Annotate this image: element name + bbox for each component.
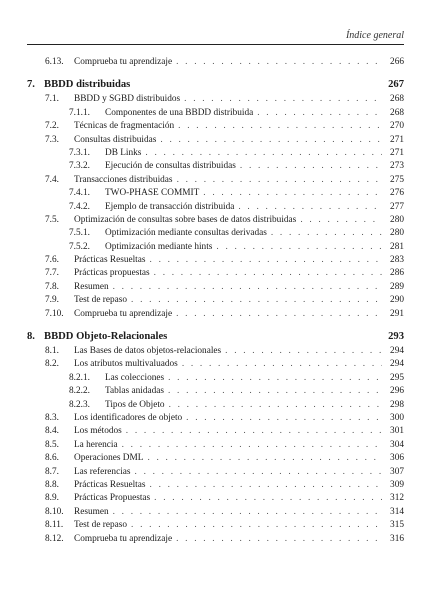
dot-leader — [131, 294, 382, 307]
dot-leader — [300, 214, 382, 227]
entry-page: 294 — [390, 359, 404, 370]
entry-title: Test de repaso — [74, 520, 128, 531]
dot-leader — [145, 147, 382, 160]
entry-number: 8.6. — [45, 453, 59, 464]
entry-title: Consultas distribuidas — [74, 134, 157, 145]
entry-number: 7.4.1. — [69, 188, 90, 199]
toc-subsection-entry[interactable] — [27, 399, 404, 412]
toc-section-entry[interactable] — [27, 294, 404, 307]
toc-section-entry[interactable] — [27, 492, 404, 505]
entry-title: Operaciones DML — [74, 453, 144, 464]
entry-page: 266 — [390, 57, 404, 67]
entry-title: Optimización de consultas sobre bases de datos distribuidas — [74, 214, 297, 225]
entry-title: Prácticas Resueltas — [74, 255, 146, 266]
entry-page: 309 — [390, 479, 404, 490]
toc-section-entry[interactable] — [27, 425, 404, 438]
entry-title: La herencia — [74, 439, 118, 450]
entry-number: 7.1. — [45, 94, 59, 105]
entry-number: 7.3.2. — [69, 161, 90, 172]
entry-page: 298 — [390, 399, 404, 410]
entry-page: 296 — [390, 386, 404, 397]
toc-section-entry[interactable] — [27, 358, 404, 371]
dot-leader — [122, 439, 382, 452]
toc-section-entry[interactable] — [27, 56, 404, 69]
entry-title: Componentes de una BBDD distribuida — [105, 107, 254, 118]
entry-number: 8.11. — [45, 520, 64, 531]
dot-leader — [113, 281, 382, 294]
chapter-title: BBDD Objeto-Relacionales — [44, 331, 168, 343]
entry-number: 8.9. — [45, 493, 59, 504]
dot-leader — [240, 160, 382, 173]
dot-leader — [169, 399, 382, 412]
entry-page: 271 — [390, 134, 404, 145]
dot-leader — [126, 425, 382, 438]
entry-title: BBDD y SGBD distribuidos — [74, 94, 181, 105]
entry-page: 315 — [390, 520, 404, 531]
dot-leader — [271, 227, 382, 240]
dot-leader — [186, 412, 382, 425]
toc-section-entry[interactable] — [27, 93, 404, 106]
entry-page: 312 — [390, 493, 404, 504]
entry-page: 306 — [390, 453, 404, 464]
entry-number: 7.7. — [45, 268, 59, 279]
entry-page: 290 — [390, 295, 404, 306]
entry-title: Los identificadores de objeto — [74, 412, 183, 423]
entry-page: 300 — [390, 412, 404, 423]
toc-section-entry[interactable] — [27, 281, 404, 294]
entry-title: Optimización mediante consultas derivadas — [105, 228, 267, 239]
entry-number: 8.12. — [45, 533, 64, 544]
dot-leader — [131, 519, 382, 532]
dot-leader — [178, 120, 382, 133]
entry-page: 289 — [390, 281, 404, 292]
entry-number: 8.2.1. — [69, 372, 90, 383]
entry-title: Los métodos — [74, 426, 122, 437]
entry-number: 7.2. — [45, 121, 59, 132]
entry-page: 307 — [390, 466, 404, 477]
entry-title: Prácticas Propuestas — [74, 493, 151, 504]
entry-page: 286 — [390, 268, 404, 279]
entry-number: 8.1. — [45, 346, 59, 357]
entry-number: 6.13. — [45, 57, 64, 67]
entry-number: 7.9. — [45, 295, 59, 306]
toc-section-entry[interactable] — [27, 214, 404, 227]
entry-number: 7.3.1. — [69, 147, 90, 158]
header-rule — [27, 44, 404, 45]
dot-leader — [160, 134, 382, 147]
dot-leader — [168, 385, 382, 398]
entry-page: 316 — [390, 533, 404, 544]
dot-leader — [177, 174, 382, 187]
toc-section-entry[interactable] — [27, 412, 404, 425]
toc-section-entry[interactable] — [27, 345, 404, 358]
entry-title: DB Links — [105, 147, 142, 158]
entry-title: Resumen — [74, 281, 109, 292]
entry-title: Las colecciones — [105, 372, 165, 383]
entry-number: 7.1.1. — [69, 107, 90, 118]
table-of-contents — [27, 56, 404, 546]
dot-leader — [216, 241, 382, 254]
toc-section-entry[interactable] — [27, 120, 404, 133]
entry-title: Ejemplo de transacción distribuida — [105, 201, 235, 212]
entry-number: 7.10. — [45, 308, 64, 319]
entry-title: TWO-PHASE COMMIT — [105, 188, 200, 199]
entry-page: 271 — [390, 147, 404, 158]
entry-number: 8.3. — [45, 412, 59, 423]
entry-number: 8.10. — [45, 506, 64, 517]
chapter-number: 8. — [27, 331, 35, 343]
entry-page: 280 — [390, 214, 404, 225]
entry-title: Técnicas de fragmentación — [74, 121, 175, 132]
toc-subsection-entry[interactable] — [27, 147, 404, 160]
toc-subsection-entry[interactable] — [27, 160, 404, 173]
chapter-heading[interactable] — [27, 77, 404, 93]
toc-subsection-entry[interactable] — [27, 201, 404, 214]
dot-leader — [203, 187, 382, 200]
toc-section-entry[interactable] — [27, 308, 404, 321]
toc-section-entry[interactable] — [27, 174, 404, 187]
entry-page: 295 — [390, 372, 404, 383]
dot-leader — [257, 107, 382, 120]
entry-number: 8.2. — [45, 359, 59, 370]
entry-page: 304 — [390, 439, 404, 450]
entry-number: 7.3. — [45, 134, 59, 145]
toc-section-entry[interactable] — [27, 267, 404, 280]
toc-section-entry[interactable] — [27, 533, 404, 546]
entry-number: 8.7. — [45, 466, 59, 477]
entry-number: 7.4.2. — [69, 201, 90, 212]
toc-section-entry[interactable] — [27, 439, 404, 452]
toc-subsection-entry[interactable] — [27, 241, 404, 254]
entry-number: 8.2.2. — [69, 386, 90, 397]
entry-number: 7.5.2. — [69, 241, 90, 252]
entry-page: 268 — [390, 107, 404, 118]
toc-section-entry[interactable] — [27, 506, 404, 519]
entry-page: 291 — [390, 308, 404, 319]
entry-title: Tipos de Objeto — [105, 399, 165, 410]
entry-page: 277 — [390, 201, 404, 212]
entry-title: Prácticas Resueltas — [74, 479, 146, 490]
dot-leader — [176, 56, 382, 69]
entry-number: 7.6. — [45, 255, 59, 266]
entry-page: 281 — [390, 241, 404, 252]
toc-section-entry[interactable] — [27, 519, 404, 532]
dot-leader — [154, 267, 382, 280]
entry-title: Comprueba tu aprendizaje — [74, 57, 173, 67]
dot-leader — [154, 492, 382, 505]
entry-page: 270 — [390, 121, 404, 132]
entry-title: Ejecución de consultas distribuidas — [105, 161, 236, 172]
dot-leader — [238, 201, 382, 214]
dot-leader — [147, 452, 382, 465]
entry-number: 8.4. — [45, 426, 59, 437]
dot-leader — [150, 479, 382, 492]
toc-section-entry[interactable] — [27, 254, 404, 267]
dot-leader — [182, 358, 382, 371]
chapter-heading[interactable] — [27, 329, 404, 345]
entry-number: 7.5. — [45, 214, 59, 225]
toc-section-entry[interactable] — [27, 452, 404, 465]
chapter-page: 267 — [388, 79, 404, 91]
dot-leader — [184, 93, 382, 106]
toc-subsection-entry[interactable] — [27, 227, 404, 240]
entry-page: 314 — [390, 506, 404, 517]
entry-number: 8.8. — [45, 479, 59, 490]
entry-page: 268 — [390, 94, 404, 105]
entry-number: 8.5. — [45, 439, 59, 450]
entry-title: Las Bases de datos objetos-relacionales — [74, 346, 222, 357]
entry-number: 7.8. — [45, 281, 59, 292]
entry-number: 7.5.1. — [69, 228, 90, 239]
toc-subsection-entry[interactable] — [27, 187, 404, 200]
dot-leader — [113, 506, 382, 519]
entry-title: Tablas anidadas — [105, 386, 164, 397]
entry-number: 7.4. — [45, 174, 59, 185]
entry-title: Comprueba tu aprendizaje — [74, 533, 173, 544]
chapter-number: 7. — [27, 79, 35, 91]
entry-title: Comprueba tu aprendizaje — [74, 308, 173, 319]
entry-page: 280 — [390, 228, 404, 239]
entry-page: 275 — [390, 174, 404, 185]
dot-leader — [225, 345, 382, 358]
entry-page: 276 — [390, 188, 404, 199]
entry-title: Resumen — [74, 506, 109, 517]
entry-title: Optimización mediante hints — [105, 241, 213, 252]
entry-number: 8.2.3. — [69, 399, 90, 410]
dot-leader — [176, 533, 382, 546]
dot-leader — [135, 466, 382, 479]
chapter-title: BBDD distribuidas — [44, 79, 131, 91]
toc-section-entry[interactable] — [27, 134, 404, 147]
toc-subsection-entry[interactable] — [27, 107, 404, 120]
toc-subsection-entry[interactable] — [27, 385, 404, 398]
entry-title: Las referencias — [74, 466, 131, 477]
toc-section-entry[interactable] — [27, 466, 404, 479]
toc-subsection-entry[interactable] — [27, 372, 404, 385]
dot-leader — [176, 308, 382, 321]
entry-page: 294 — [390, 346, 404, 357]
dot-leader — [150, 254, 382, 267]
toc-section-entry[interactable] — [27, 479, 404, 492]
entry-page: 301 — [390, 426, 404, 437]
entry-title: Test de repaso — [74, 295, 128, 306]
entry-page: 273 — [390, 161, 404, 172]
running-head: Índice general — [345, 30, 404, 41]
chapter-page: 293 — [388, 331, 404, 343]
entry-title: Los atributos multivaluados — [74, 359, 178, 370]
entry-page: 283 — [390, 255, 404, 266]
entry-title: Transacciones distribuidas — [74, 174, 173, 185]
dot-leader — [168, 372, 382, 385]
entry-title: Prácticas propuestas — [74, 268, 150, 279]
